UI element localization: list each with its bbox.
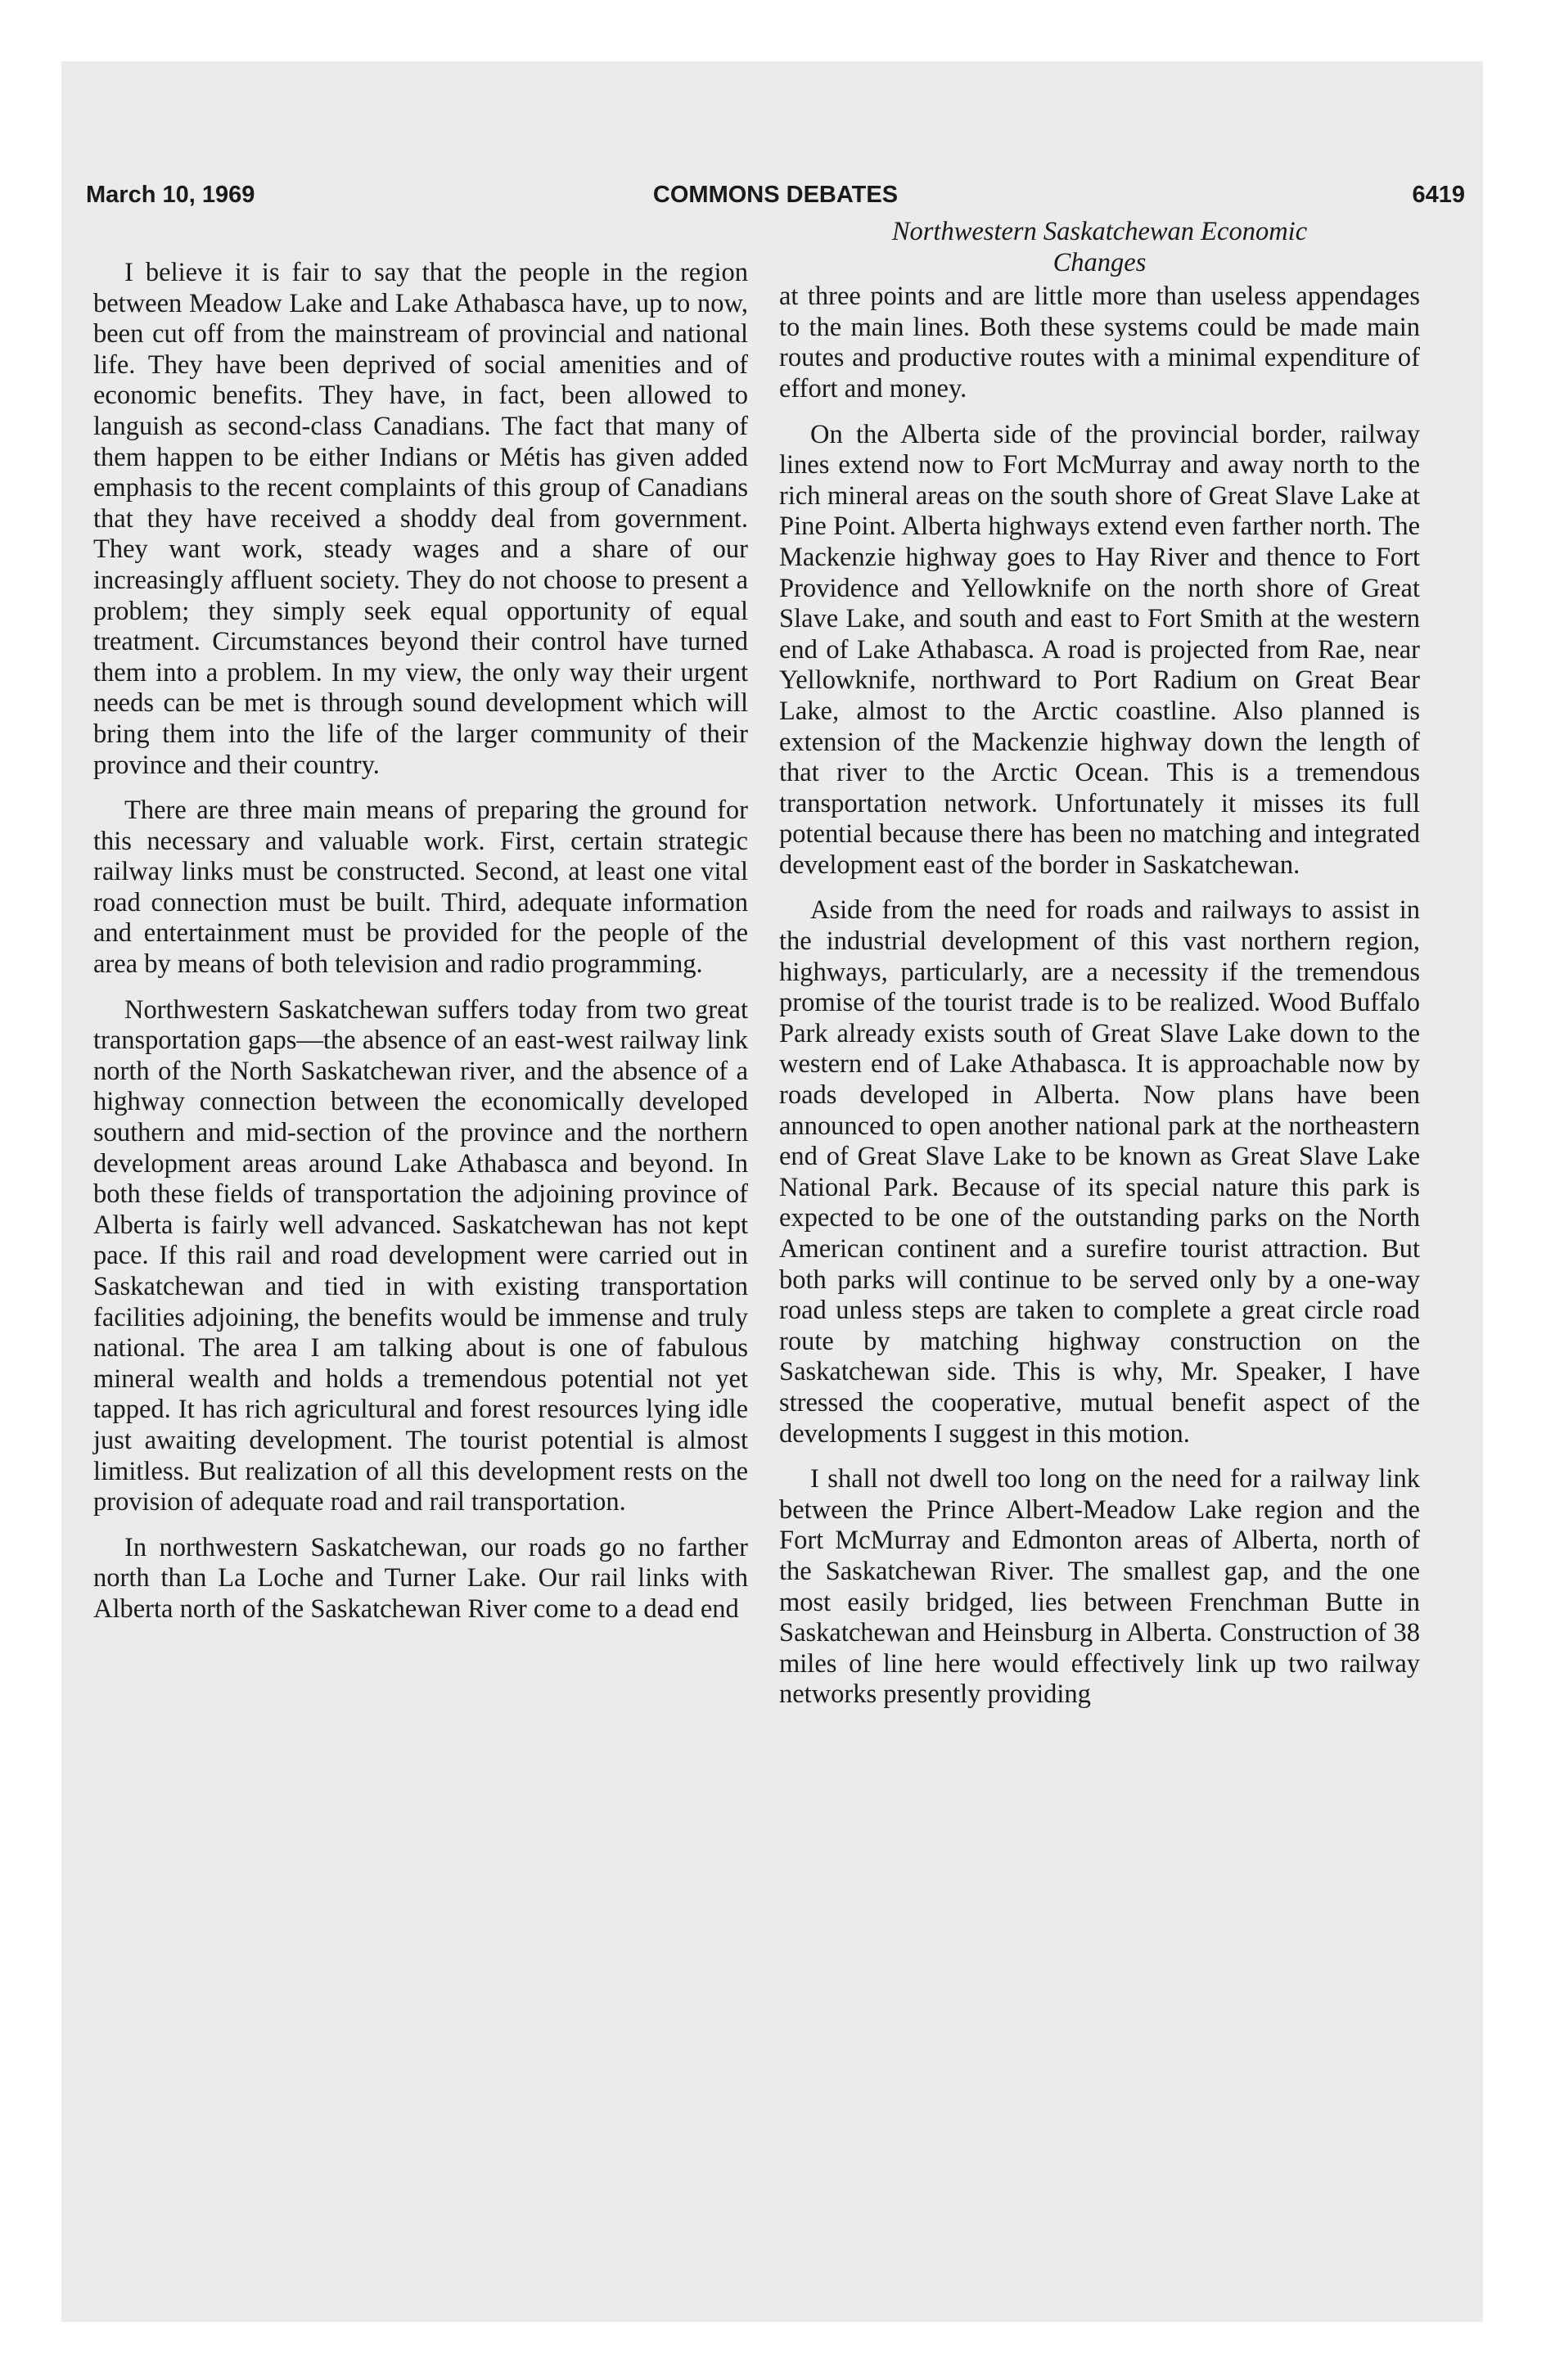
header-title: COMMONS DEBATES — [652, 182, 899, 208]
paragraph: In northwestern Saskatchewan, our roads go no farther north than La Loche and Turner Lake. Our rail links with Alberta north of the Saskatchewan River come to a dead end — [93, 1532, 748, 1624]
running-title — [779, 217, 1420, 278]
running-title-line1: Northwestern Saskatchewan Economic — [891, 217, 1308, 246]
page-number: 6419 — [1412, 182, 1465, 208]
running-title-line2: Changes — [1052, 247, 1147, 277]
paragraph: I believe it is fair to say that the people in the region between Meadow Lake and Lake Athabasca have, up to now, been cut off from the mainstream of provincial and national life. They have been deprived of social amenities and of economic benefits. They have, in fact, been allowed to languish as second-class Canadians. The fact that many of them happen to be either Indians or Métis has given added emphasis to the recent complaints of this group of Canadians that they have received a shoddy deal from government. They want work, steady wages and a share of our increasingly affluent society. They do not choose to present a problem; they simply seek equal opportunity of equal treatment. Circumstances beyond their control have turned them into a problem. In my view, the only way their urgent needs can be met is through sound development which will bring them into the life of the larger community of their province and their country. — [93, 258, 748, 780]
paragraph: There are three main means of preparing the ground for this necessary and valuable work. First, certain strategic railway links must be constructed. Second, at least one vital road connection must be built. Third, adequate information and entertainment must be provided for the people of the area by means of both television and radio programming. — [93, 796, 748, 980]
left-column — [93, 258, 748, 1640]
paragraph: On the Alberta side of the provincial border, railway lines extend now to Fort McMurray and away north to the rich mineral areas on the south shore of Great Slave Lake at Pine Point. Alberta highways extend even farther north. The Mackenzie highway goes to Hay River and thence to Fort Providence and Yellowknife on the north shore of Great Slave Lake, and south and east to Fort Smith at the western end of Lake Athabasca. A road is projected from Rae, near Yellowknife, northward to Port Radium on Great Bear Lake, almost to the Arctic coastline. Also planned is extension of the Mackenzie highway down the length of that river to the Arctic Ocean. This is a tremendous transportation network. Unfortunately it misses its full potential because there has been no matching and integrated development east of the border in Saskatchewan. — [779, 419, 1420, 880]
paragraph: Northwestern Saskatchewan suffers today from two great transportation gaps—the absence of an east-west railway link north of the North Saskatchewan river, and the absence of a highway connection between the economically developed southern and mid-section of the province and the northern development areas around Lake Athabasca and beyond. In both these fields of transportation the adjoining province of Alberta is fairly well advanced. Saskatchewan has not kept pace. If this rail and road development were carried out in Saskatchewan and tied in with existing transportation facilities adjoining, the benefits would be immense and truly national. The area I am talking about is one of fabulous mineral wealth and holds a tremendous potential not yet tapped. It has rich agricultural and forest resources lying idle just awaiting development. The tourist potential is almost limitless. But realization of all this development rests on the provision of adequate road and rail transportation. — [93, 994, 748, 1517]
right-column — [779, 217, 1420, 1725]
paragraph: at three points and are little more than useless appendages to the main lines. Both these systems could be made main routes and productive routes with a minimal expenditure of effort and money. — [779, 282, 1420, 403]
header-date: March 10, 1969 — [86, 182, 255, 208]
paragraph: Aside from the need for roads and railways to assist in the industrial development of this vast northern region, highways, particularly, are a necessity if the tremendous promise of the tourist trade is to be realized. Wood Buffalo Park already exists south of Great Slave Lake down to the western end of Lake Athabasca. It is approachable now by roads developed in Alberta. Now plans have been announced to open another national park at the northeastern end of Great Slave Lake to be known as Great Slave Lake National Park. Because of its special nature this park is expected to be one of the outstanding parks on the North American continent and a surefire tourist attraction. But both parks will continue to be served only by a one-way road unless steps are taken to complete a great circle road route by matching highway construction on the Saskatchewan side. This is why, Mr. Speaker, I have stressed the cooperative, mutual benefit aspect of the developments I suggest in this motion. — [779, 895, 1420, 1449]
page-header — [86, 182, 1465, 214]
paragraph: I shall not dwell too long on the need for a railway link between the Prince Albert-Meadow Lake region and the Fort McMurray and Edmonton areas of Alberta, north of the Saskatchewan River. The smallest gap, and the one most easily bridged, lies between Frenchman Butte in Saskatchewan and Heinsburg in Alberta. Construction of 38 miles of line here would effectively link up two railway networks presently providing — [779, 1464, 1420, 1710]
